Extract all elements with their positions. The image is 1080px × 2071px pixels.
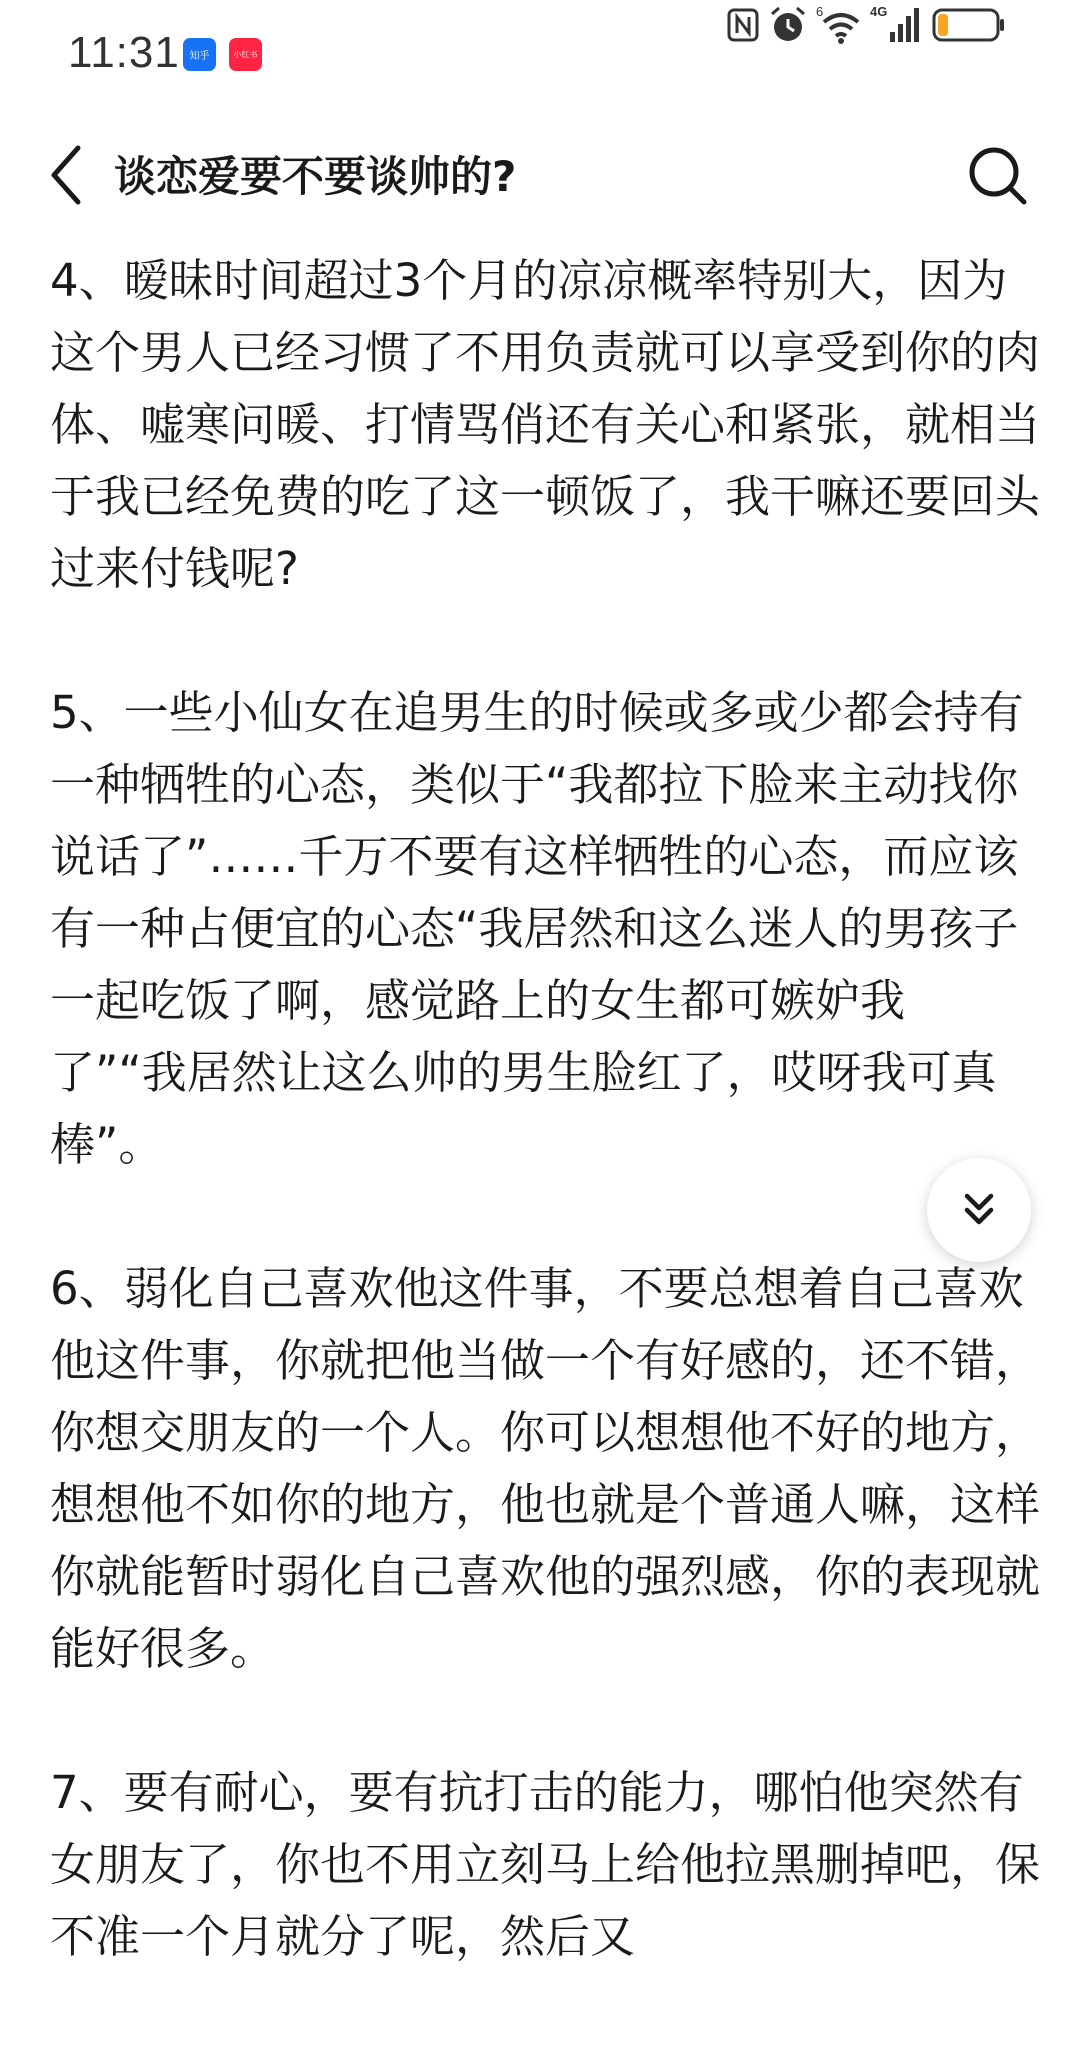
battery-icon [932,0,1006,50]
status-time: 11:31 [68,28,180,77]
wifi-icon [816,0,866,50]
alarm-icon [768,0,808,50]
answer-content [50,245,1040,1973]
xiaohongshu-app-icon [229,38,262,71]
network-type-label: 4G [870,4,888,19]
paragraph-6: 6、弱化自己喜欢他这件事，不要总想着自己喜欢他这件事，你就把他当做一个有好感的，还不错，你想交朋友的一个人。你可以想想他不好的地方，想想他不如你的地方，他也就是个普通人嘛，这样你就能暂时弱化自己喜欢他的强烈感，你的表现就能好很多。 [50,1262,1041,1675]
back-arrow-icon[interactable] [44,142,94,208]
double-chevron-down-icon [959,1190,999,1230]
paragraph-5: 5、一些小仙女在追男生的时候或多或少都会持有一种牺牲的心态，类似于“我都拉下脸来主动找你说话了”……千万不要有这样牺牲的心态，而应该有一种占便宜的心态“我居然和这么迷人的男孩子一起吃饭了啊，感觉路上的女生都可嫉妒我了”“我居然让这么帅的男生脸红了，哎呀我可真棒”。 [50,686,1024,1171]
zhihu-badge-label: 知乎 [189,51,210,62]
page-title: 谈恋爱要不要谈帅的? [114,152,517,201]
expand-scroll-button[interactable] [927,1158,1031,1262]
xiaohongshu-badge-label: 小红书 [233,50,258,59]
cellular-signal-icon [870,0,922,50]
search-icon[interactable] [966,144,1030,208]
zhihu-app-icon [183,38,216,71]
top-nav-bar [0,130,1080,220]
status-bar [0,0,1080,110]
paragraph-4: 4、暧昧时间超过3个月的凉凉概率特别大，因为这个男人已经习惯了不用负责就可以享受到你的肉体、嘘寒问暖、打情骂俏还有关心和紧张，就相当于我已经免费的吃了这一顿饭了，我干嘛还要回头过来付钱呢? [50,254,1041,595]
paragraph-7: 7、要有耐心，要有抗打击的能力，哪怕他突然有女朋友了，你也不用立刻马上给他拉黑删掉吧，保不准一个月就分了呢，然后又 [50,1766,1041,1963]
nfc-icon [726,0,760,50]
wifi-label: 6 [816,4,824,19]
